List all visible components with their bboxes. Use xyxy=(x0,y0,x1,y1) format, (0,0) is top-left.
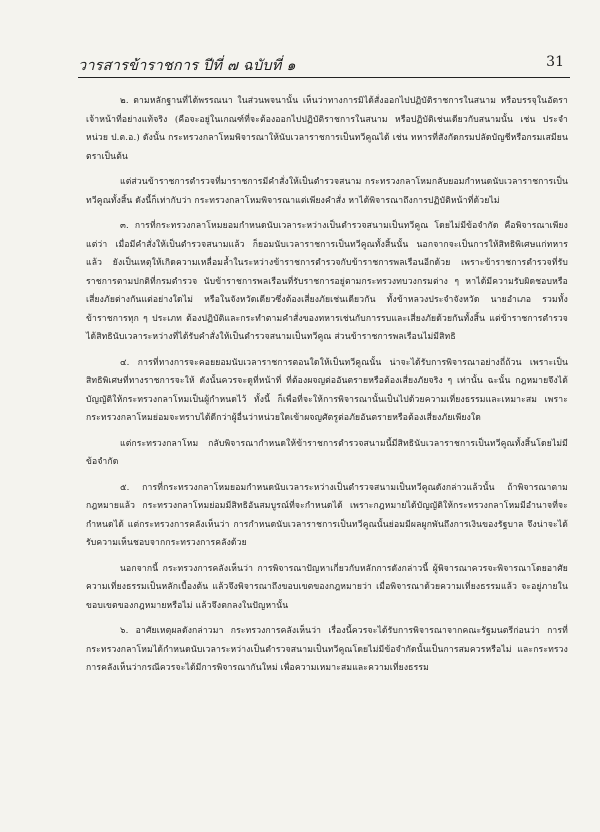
paragraph-5-cont: นอกจากนี้ กระทรวงการคลังเห็นว่า การพิจารณาปัญหาเกี่ยวกับหลักการดังกล่าวนี้ ผู้พิจารณาควรจะพิจารณาโดยอาศัยความเที่ยงธรรมเป็นหลักเบื้องต้น แล้วจึงพิจารณาถึงขอบเขตของกฎหมายว่า เมื่อพิจารณาด้วยความเที่ยงธรรมแล้ว จะอยู่ภายในขอบเขตของกฎหมายหรือไม่ แล้วจึงตกลงในปัญหานั้น xyxy=(86,563,568,611)
paragraph-6: ๖. อาศัยเหตุผลดังกล่าวมา กระทรวงการคลังเห็นว่า เรื่องนี้ควรจะได้รับการพิจารณาจากคณะรัฐมนตรีก่อนว่า การที่กระทรวงกลาโหมได้กำหนดนับเวลาระหว่างเป็นตำรวจสนามเป็นทวีคูณโดยไม่มีข้อจำกัดนั้นเป็นการสมควรหรือไม่ และกระทรวงการคลังเห็นว่ากรณีควรจะได้มีการพิจารณากันใหม่ เพื่อความเหมาะสมและความเที่ยงธรรม xyxy=(86,626,568,673)
journal-title: วารสารข้าราชการ ปีที่ ๗ ฉบับที่ ๑ xyxy=(78,58,296,74)
paragraph-4: ๔. การที่ทางการจะคอยยอมนับเวลาราชการตอนใดให้เป็นทวีคูณนั้น น่าจะได้รับการพิจารณาอย่างถี่ถ้วน เพราะเป็นสิทธิพิเศษที่ทางราชการจะให้ ดังนั้นควรจะดูที่หน้าที่ ที่ต้องผจญต่ออันตรายหรือต้องเสี่ยงภัยจริง ๆ เท่านั้น ฉะนั้น กฎหมายจึงได้บัญญัติให้กระทรวงกลาโหมเป็นผู้กำหนดไว้ ทั้งนี้ ก็เพื่อที่จะให้การพิจารณานั้นเป็นไปด้วยความเที่ยงธรรมและเหมาะสม เพราะกระทรวงกลาโหมย่อมจะทราบได้ดีกว่าผู้อื่นว่าหน่วยใดเข้าผจญศัตรูต่อภัยอันตรายหรือต้องเสี่ยงภัยเพียงใด xyxy=(86,357,568,423)
paragraph-3: ๓. การที่กระทรวงกลาโหมยอมกำหนดนับเวลาระหว่างเป็นตำรวจสนามเป็นทวีคูณ โดยไม่มีข้อจำกัด คือพิจารณาเพียงแต่ว่า เมื่อมีคำสั่งให้เป็นตำรวจสนามแล้ว ก็ยอมนับเวลาราชการเป็นทวีคูณทั้งสิ้นนั้น นอกจากจะเป็นการให้สิทธิพิเศษแก่ทหารแล้ว ยังเป็นเหตุให้เกิดความเหลื่อมล้ำในระหว่างข้าราชการตำรวจกับข้าราชการพลเรือนอีกด้วย เพราะข้าราชการตำรวจที่รับราชการตามปกติที่กรมตำรวจ นับข้าราชการพลเรือนที่รับราชการอยู่ตามกระทรวงทบวงกรมต่าง ๆ หาได้มีความรับผิดชอบหรือเสี่ยงภัยต่างกันแต่อย่างใดไม่ หรือในจังหวัดเดียวซึ่งต้องเสี่ยงภัยเช่นเดียวกัน ทั้งข้าหลวงประจำจังหวัด นายอำเภอ รวมทั้งข้าราชการทุก ๆ ประเภท ต้องปฏิบัติและกระทำตามคำสั่งของทหารเช่นกับการรบและเสี่ยงภัยด้วยกันทั้งสิ้น แต่ข้าราชการตำรวจได้สิทธินับเวลาระหว่างที่ได้รับคำสั่งให้เป็นตำรวจสนามเป็นทวีคูณ ส่วนข้าราชการพลเรือนไม่มีสิทธิ xyxy=(86,221,568,342)
page-number: 31 xyxy=(546,54,564,70)
paragraph-2: ๒. ตามหลักฐานที่ได้พรรณนา ในส่วนพจนานั้น เห็นว่าทางการมิได้สั่งออกไปปฏิบัติราชการในสนาม หรือบรรจุในอัตราเจ้าหน้าที่อย่างแท้จริง (คือจะอยู่ในเกณฑ์ที่จะต้องออกไปปฏิบัติราชการในสนาม หรือปฏิบัติเช่นเดียวกับสนามนั้น เช่น ประจำหน่วย ป.ต.อ.) ดังนั้น กระทรวงกลาโหมพิจารณาให้นับเวลาราชการเป็นทวีคูณได้ เช่น ทหารที่สังกัดกรมปลัดบัญชีหรือกรมเสมียนตราเป็นต้น xyxy=(86,96,568,162)
document-body xyxy=(86,92,568,685)
paragraph-5: ๕. การที่กระทรวงกลาโหมยอมกำหนดนับเวลาระหว่างเป็นตำรวจสนามเป็นทวีคูณดังกล่าวแล้วนั้น ถ้าพิจารณาตามกฎหมายแล้ว กระทรวงกลาโหมย่อมมีสิทธิอันสมบูรณ์ที่จะกำหนดได้ เพราะกฎหมายได้บัญญัติให้กระทรวงกลาโหมมีอำนาจที่จะกำหนดได้ แต่กระทรวงการคลังเห็นว่า การกำหนดนับเวลาราชการเป็นทวีคูณนั้นย่อมมีผลผูกพันถึงการเงินของรัฐบาล จึงน่าจะได้รับความเห็นชอบจากกระทรวงการคลังด้วย xyxy=(86,482,568,548)
running-header xyxy=(78,54,564,76)
paragraph-2-cont: แต่ส่วนข้าราชการตำรวจที่มาราชการมีคำสั่งให้เป็นตำรวจสนาม กระทรวงกลาโหมกลับยอมกำหนดนับเวลาราชการเป็นทวีคูณทั้งสิ้น ดังนี้ก็เท่ากับว่า กระทรวงกลาโหมพิจารณาแต่เพียงคำสั่ง หาได้พิจารณาถึงการปฏิบัติหน้าที่ด้วยไม่ xyxy=(86,177,568,206)
header-rule xyxy=(78,77,570,78)
paragraph-4-cont: แต่กระทรวงกลาโหม กลับพิจารณากำหนดให้ข้าราชการตำรวจสนามนี้มีสิทธินับเวลาราชการเป็นทวีคูณทั้งสิ้นโดยไม่มีข้อจำกัด xyxy=(86,438,568,467)
